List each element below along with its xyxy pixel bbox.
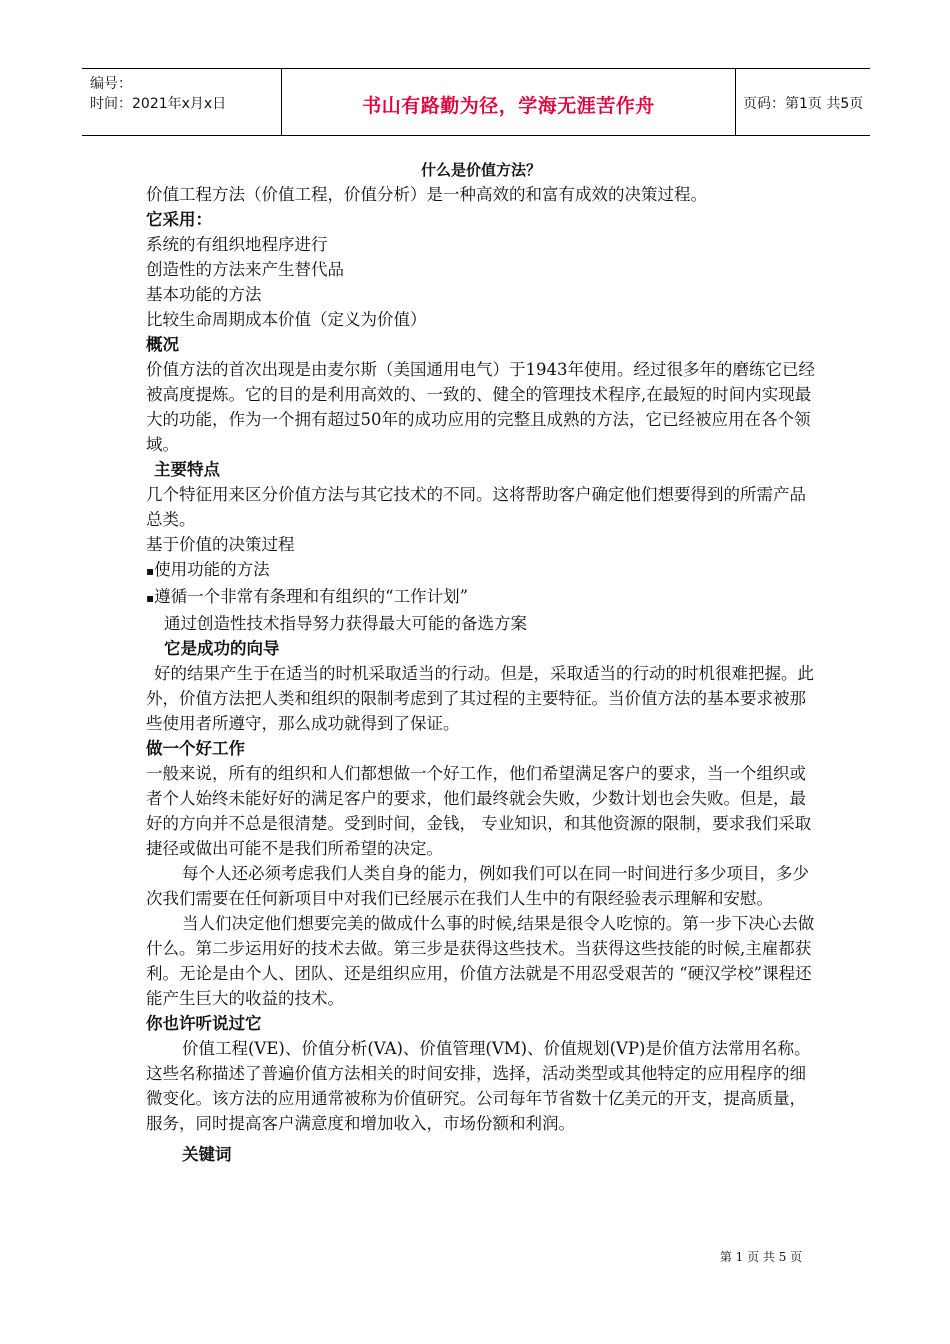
bullet-icon — [146, 560, 154, 579]
adopt-item: 比较生命周期成本价值（定义为价值） — [146, 310, 427, 329]
features-item — [146, 557, 816, 584]
features-item-text: 遵循一个非常有条理和有组织的“工作计划” — [154, 587, 469, 606]
keywords-heading: 关键词 — [182, 1145, 232, 1164]
overview-heading: 概况 — [146, 335, 179, 354]
header-motto-cell — [281, 69, 736, 135]
header-motto: 书山有路勤为径，学海无涯苦作舟 — [362, 95, 655, 117]
intro-paragraph: 价值工程方法（价值工程，价值分析）是一种高效的和富有成效的决策过程。 — [146, 185, 707, 204]
adopt-item: 基本功能的方法 — [146, 285, 262, 304]
page-header — [82, 68, 870, 136]
goodjob-paragraph-3: 当人们决定他们想要完美的做成什么事的时候,结果是很令人吃惊的。第一步下决心去做什么。第二步运用好的技术去做。第三步是获得这些技术。当获得这些技能的时候,主雇都获利。无论是由个人、团队、还是组织应用，价值方法就是不用忍受艰苦的 “硬汉学校”课程还能产生巨大的收益的技术。 — [146, 914, 815, 1008]
adopt-item: 创造性的方法来产生替代品 — [146, 260, 344, 279]
features-heading: 主要特点 — [154, 460, 220, 479]
features-item: 基于价值的决策过程 — [146, 535, 295, 554]
header-page-cell — [735, 69, 870, 135]
features-item-text: 使用功能的方法 — [154, 560, 270, 579]
page-footer — [0, 1248, 950, 1265]
document-number-label: 编号： — [90, 76, 132, 92]
guide-heading: 它是成功的向导 — [164, 639, 280, 658]
overview-paragraph: 价值方法的首次出现是由麦尔斯（美国通用电气）于1943年使用。经过很多年的磨练它已经被高度提炼。它的目的是利用高效的、一致的、健全的管理技术程序,在最短的时间内实现最大的功能，作为一个拥有超过50年的成功应用的完整且成熟的方法，它已经被应用在各个领域。 — [146, 360, 815, 454]
bullet-icon — [146, 587, 154, 606]
document-body — [146, 158, 816, 1167]
features-item: 通过创造性技术指导努力获得最大可能的备选方案 — [164, 614, 527, 633]
heard-paragraph: 价值工程(VE)、价值分析(VA)、价值管理(VM)、价值规划(VP)是价值方法常用名称。这些名称描述了普遍价值方法相关的时间安排，选择，活动类型或其他特定的应用程序的细微变化。该方法的应用通常被称为价值研究。公司每年节省数十亿美元的开支，提高质量，服务，同时提高客户满意度和增加收入，市场份额和利润。 — [146, 1039, 811, 1133]
goodjob-paragraph-2: 每个人还必须考虑我们人类自身的能力，例如我们可以在同一时间进行多少项目，多少次我们需要在任何新项目中对我们已经展示在我们人生中的有限经验表示理解和安慰。 — [146, 864, 809, 908]
guide-paragraph: 好的结果产生于在适当的时机采取适当的行动。但是，采取适当的行动的时机很难把握。此外，价值方法把人类和组织的限制考虑到了其过程的主要特征。当价值方法的基本要求被那些使用者所遵守，那么成功就得到了保证。 — [146, 664, 814, 733]
features-item — [146, 584, 816, 611]
document-title: 什么是价值方法？ — [420, 161, 541, 179]
heard-heading: 你也许听说过它 — [146, 1014, 262, 1033]
header-left-cell — [82, 69, 280, 135]
features-paragraph: 几个特征用来区分价值方法与其它技术的不同。这将帮助客户确定他们想要得到的所需产品总类。 — [146, 485, 806, 529]
footer-page-number: 第 1 页 共 5 页 — [719, 1250, 803, 1264]
goodjob-paragraph-1: 一般来说，所有的组织和人们都想做一个好工作，他们希望满足客户的要求，当一个组织或者个人始终未能好好的满足客户的要求，他们最终就会失败，少数计划也会失败。但是，最好的方向并不总是很清楚。受到时间，金钱， 专业知识，和其他资源的限制，要求我们采取捷径或做出可能不是我们所希望的决定。 — [146, 764, 812, 858]
document-date-label: 时间：2021年x月x日 — [90, 96, 227, 112]
header-page-number: 页码：第1页 共5页 — [743, 96, 864, 112]
adopt-item: 系统的有组织地程序进行 — [146, 235, 328, 254]
adopt-label: 它采用： — [146, 210, 212, 229]
goodjob-heading: 做一个好工作 — [146, 739, 245, 758]
